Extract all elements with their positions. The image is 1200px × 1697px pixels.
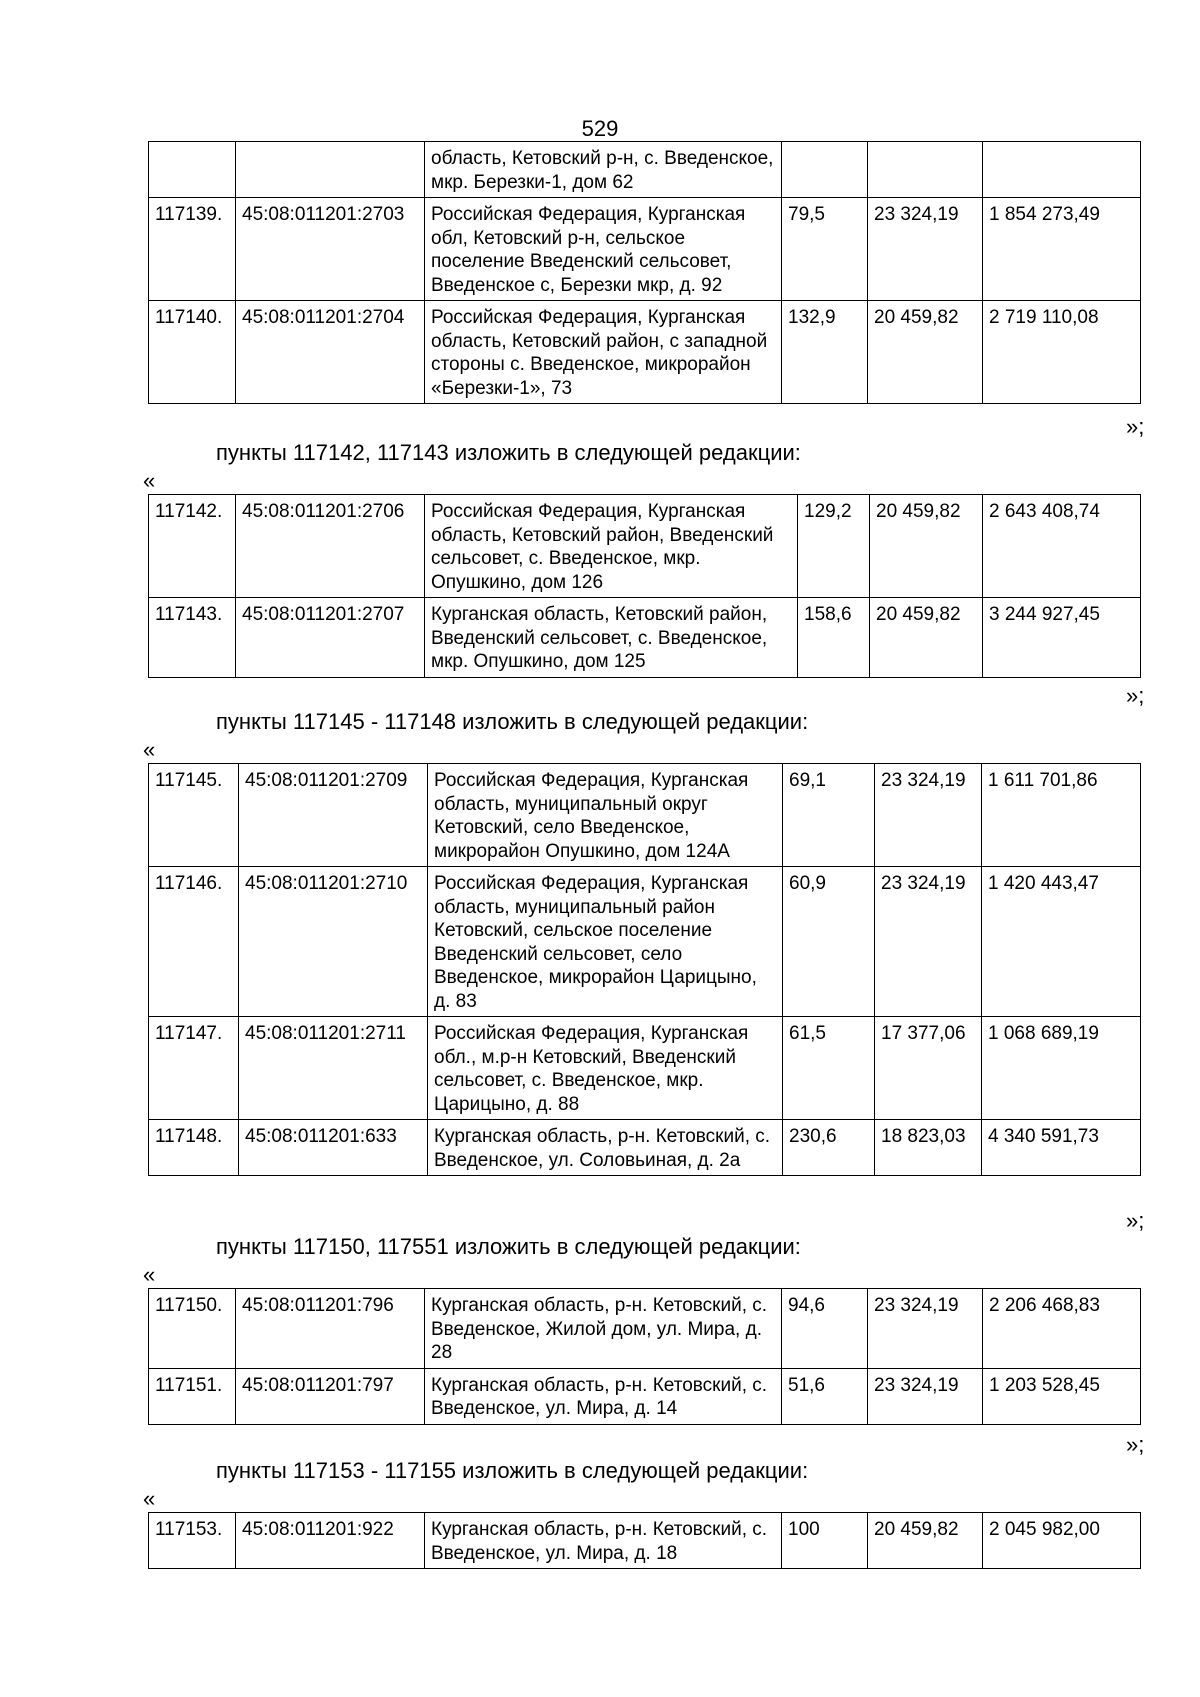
area xyxy=(782,142,868,198)
table-row xyxy=(149,198,1141,301)
table-row xyxy=(149,1017,1141,1120)
address: Курганская область, р-н. Кетовский, с. Введенское, ул. Мира, д. 18 xyxy=(425,1513,782,1569)
row-number: 117140. xyxy=(149,301,236,404)
row-number: 117145. xyxy=(149,764,239,867)
address: Курганская область, р-н. Кетовский, с. Введенское, Жилой дом, ул. Мира, д. 28 xyxy=(425,1289,782,1369)
unit-price: 20 459,82 xyxy=(868,301,983,404)
row-number: 117142. xyxy=(149,495,236,598)
table-row xyxy=(149,1120,1141,1176)
area: 79,5 xyxy=(782,198,868,301)
address: Российская Федерация, Курганская обл, Кетовский р-н, сельское поселение Введенский сельсовет, Введенское с, Березки мкр, д. 92 xyxy=(425,198,782,301)
property-table-3 xyxy=(148,1288,1141,1425)
closing-quote: »; xyxy=(1126,1432,1145,1457)
area: 51,6 xyxy=(782,1368,868,1424)
row-number: 117151. xyxy=(149,1368,236,1424)
row-number xyxy=(149,142,236,198)
row-number: 117148. xyxy=(149,1120,239,1176)
page-number: 529 xyxy=(581,116,619,141)
table-row xyxy=(149,764,1141,867)
area: 69,1 xyxy=(783,764,875,867)
area: 100 xyxy=(782,1513,868,1569)
total-value: 2 643 408,74 xyxy=(983,495,1141,598)
address: Российская Федерация, Курганская обл., м.р-н Кетовский, Введенский сельсовет, с. Введенское, мкр. Царицыно, д. 88 xyxy=(428,1017,783,1120)
table-row xyxy=(149,867,1141,1017)
section-heading: пункты 117145 - 117148 изложить в следующей редакции: xyxy=(216,709,809,734)
table-row xyxy=(149,1368,1141,1424)
address: Курганская область, р-н. Кетовский, с. Введенское, ул. Соловьиная, д. 2а xyxy=(428,1120,783,1176)
table-row xyxy=(149,1513,1141,1569)
total-value: 2 206 468,83 xyxy=(983,1289,1141,1369)
total-value: 1 203 528,45 xyxy=(983,1368,1141,1424)
total-value: 1 420 443,47 xyxy=(982,867,1141,1017)
property-table-1 xyxy=(148,494,1141,678)
address: Курганская область, Кетовский район, Введенский сельсовет, с. Введенское, мкр. Опушкино, дом 125 xyxy=(425,598,798,678)
opening-quote: « xyxy=(143,1486,156,1511)
cadastral-number: 45:08:011201:796 xyxy=(236,1289,425,1369)
cadastral-number: 45:08:011201:2709 xyxy=(239,764,428,867)
area: 230,6 xyxy=(783,1120,875,1176)
unit-price: 18 823,03 xyxy=(875,1120,982,1176)
unit-price: 20 459,82 xyxy=(870,495,983,598)
area: 158,6 xyxy=(798,598,870,678)
table-row xyxy=(149,142,1141,198)
unit-price: 20 459,82 xyxy=(870,598,983,678)
cadastral-number: 45:08:011201:2711 xyxy=(239,1017,428,1120)
cadastral-number: 45:08:011201:2706 xyxy=(236,495,425,598)
closing-quote: »; xyxy=(1126,683,1145,708)
address: Российская Федерация, Курганская область, муниципальный округ Кетовский, село Введенское, микрорайон Опушкино, дом 124А xyxy=(428,764,783,867)
row-number: 117153. xyxy=(149,1513,236,1569)
closing-quote: »; xyxy=(1126,1208,1145,1233)
total-value: 3 244 927,45 xyxy=(983,598,1141,678)
total-value: 2 045 982,00 xyxy=(983,1513,1141,1569)
cadastral-number: 45:08:011201:922 xyxy=(236,1513,425,1569)
unit-price: 17 377,06 xyxy=(875,1017,982,1120)
cadastral-number: 45:08:011201:2704 xyxy=(236,301,425,404)
closing-quote: »; xyxy=(1126,414,1145,439)
total-value: 1 611 701,86 xyxy=(982,764,1141,867)
property-table-2 xyxy=(148,763,1141,1176)
row-number: 117143. xyxy=(149,598,236,678)
total-value: 1 068 689,19 xyxy=(982,1017,1141,1120)
unit-price xyxy=(868,142,983,198)
opening-quote: « xyxy=(143,1262,156,1287)
section-heading: пункты 117150, 117551 изложить в следующей редакции: xyxy=(216,1234,801,1259)
unit-price: 23 324,19 xyxy=(875,867,982,1017)
property-table-4 xyxy=(148,1512,1141,1569)
unit-price: 23 324,19 xyxy=(868,1289,983,1369)
section-heading: пункты 117142, 117143 изложить в следующей редакции: xyxy=(216,440,801,465)
cadastral-number: 45:08:011201:2703 xyxy=(236,198,425,301)
cadastral-number xyxy=(236,142,425,198)
cadastral-number: 45:08:011201:2710 xyxy=(239,867,428,1017)
area: 60,9 xyxy=(783,867,875,1017)
table-row xyxy=(149,1289,1141,1369)
table-row xyxy=(149,598,1141,678)
table-row xyxy=(149,495,1141,598)
total-value: 4 340 591,73 xyxy=(982,1120,1141,1176)
address: Российская Федерация, Курганская область, Кетовский район, с западной стороны с. Введенское, микрорайон «Березки-1», 73 xyxy=(425,301,782,404)
unit-price: 20 459,82 xyxy=(868,1513,983,1569)
area: 132,9 xyxy=(782,301,868,404)
row-number: 117147. xyxy=(149,1017,239,1120)
row-number: 117150. xyxy=(149,1289,236,1369)
opening-quote: « xyxy=(143,737,156,762)
total-value: 2 719 110,08 xyxy=(983,301,1141,404)
row-number: 117146. xyxy=(149,867,239,1017)
section-heading: пункты 117153 - 117155 изложить в следующей редакции: xyxy=(216,1458,809,1483)
cadastral-number: 45:08:011201:797 xyxy=(236,1368,425,1424)
unit-price: 23 324,19 xyxy=(868,198,983,301)
address: Российская Федерация, Курганская область, муниципальный район Кетовский, сельское поселение Введенский сельсовет, село Введенское, микрорайон Царицыно, д. 83 xyxy=(428,867,783,1017)
opening-quote: « xyxy=(143,468,156,493)
address: область, Кетовский р-н, с. Введенское, мкр. Березки-1, дом 62 xyxy=(425,142,782,198)
unit-price: 23 324,19 xyxy=(868,1368,983,1424)
total-value: 1 854 273,49 xyxy=(983,198,1141,301)
area: 61,5 xyxy=(783,1017,875,1120)
cadastral-number: 45:08:011201:2707 xyxy=(236,598,425,678)
address: Курганская область, р-н. Кетовский, с. Введенское, ул. Мира, д. 14 xyxy=(425,1368,782,1424)
address: Российская Федерация, Курганская область, Кетовский район, Введенский сельсовет, с. Введенское, мкр. Опушкино, дом 126 xyxy=(425,495,798,598)
unit-price: 23 324,19 xyxy=(875,764,982,867)
row-number: 117139. xyxy=(149,198,236,301)
area: 129,2 xyxy=(798,495,870,598)
cadastral-number: 45:08:011201:633 xyxy=(239,1120,428,1176)
area: 94,6 xyxy=(782,1289,868,1369)
property-table-0 xyxy=(148,141,1141,404)
total-value xyxy=(983,142,1141,198)
table-row xyxy=(149,301,1141,404)
